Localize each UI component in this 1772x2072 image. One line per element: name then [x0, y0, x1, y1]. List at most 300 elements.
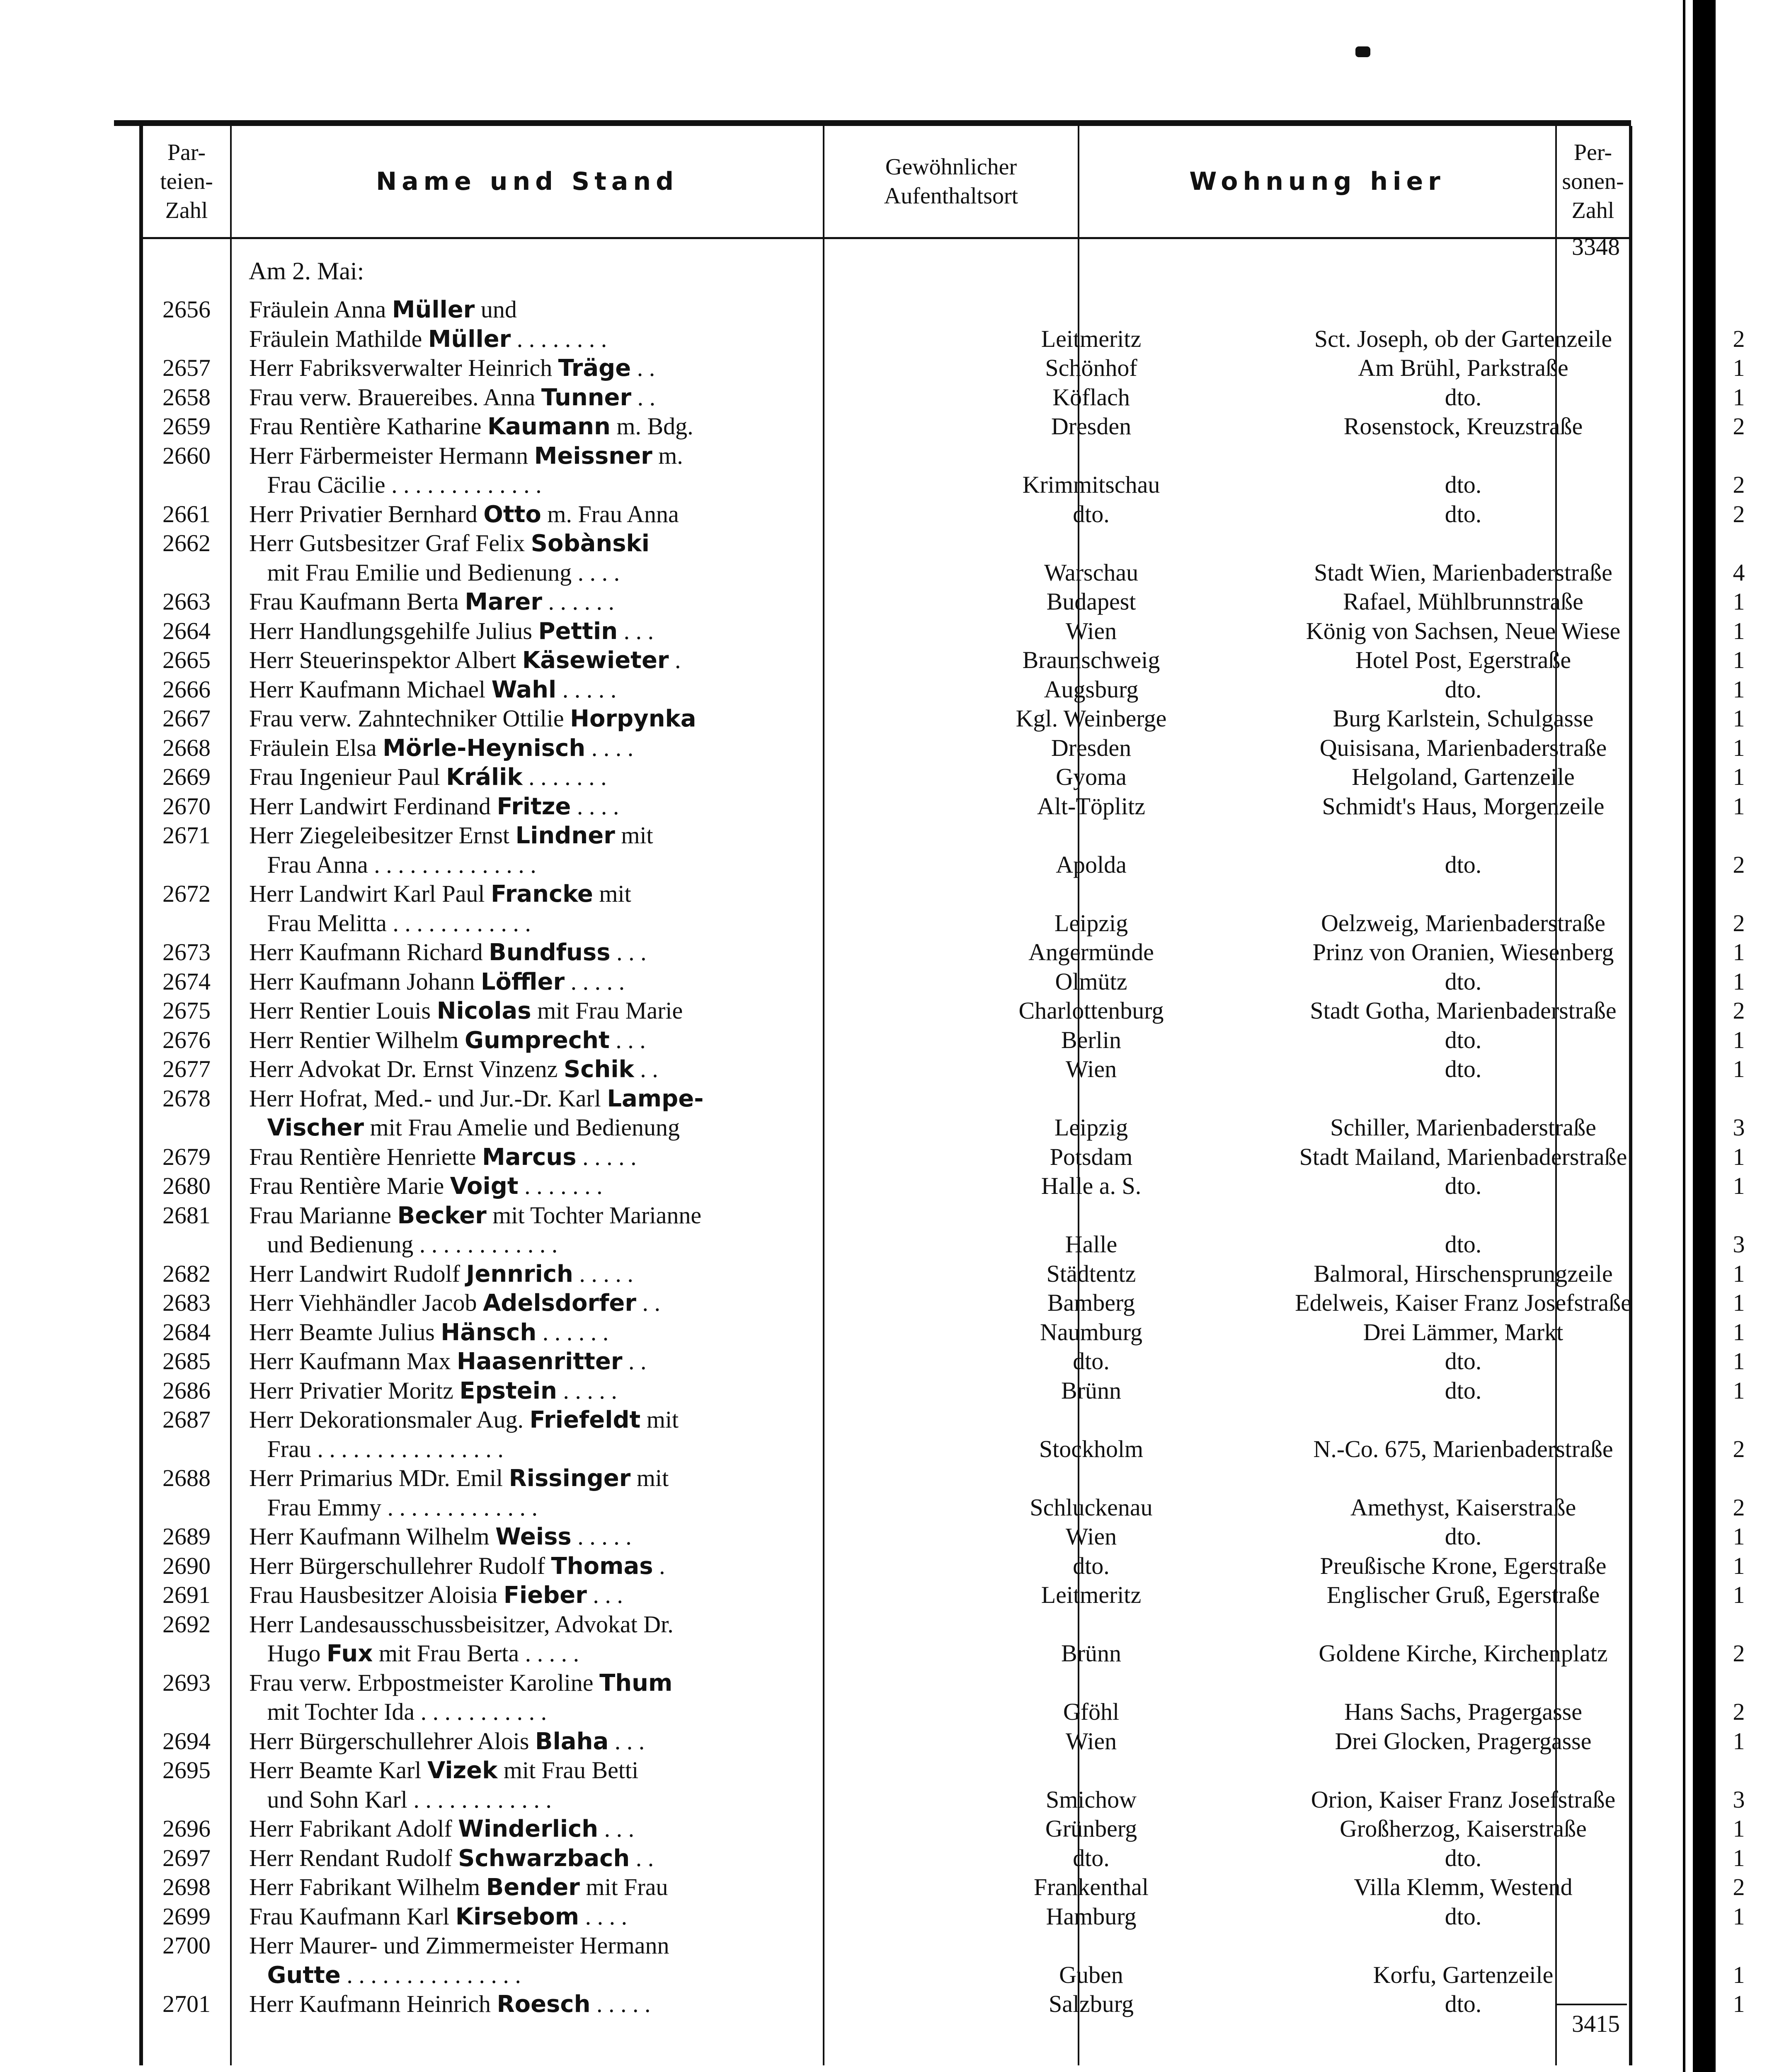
guest-name — [249, 1405, 950, 1435]
name-prefix: Frau Marianne — [249, 1201, 398, 1229]
table-row — [143, 879, 1629, 908]
party-number: 2659 — [162, 413, 211, 440]
surname: Fieber — [503, 1582, 587, 1609]
party-number: 2681 — [162, 1201, 211, 1229]
usual-residence: Hamburg — [1046, 1903, 1137, 1930]
name-prefix: mit Frau Emilie und Bedienung . . . . — [249, 559, 620, 586]
party-number: 2688 — [162, 1464, 211, 1491]
usual-residence: dto. — [1073, 1348, 1110, 1375]
guest-name — [249, 1697, 950, 1727]
name-suffix: . — [669, 646, 681, 673]
surname: Käsewieter — [522, 647, 669, 674]
carry-over-total: 3348 — [1572, 233, 1620, 260]
party-number: 2657 — [162, 354, 211, 381]
surname: Müller — [428, 325, 511, 353]
local-address: dto. — [1445, 851, 1482, 878]
persons-count: 1 — [1733, 1815, 1745, 1842]
name-prefix: Herr Landwirt Karl Paul — [249, 880, 491, 907]
persons-count: 1 — [1733, 1523, 1745, 1550]
local-address: Stadt Gotha, Marienbaderstraße — [1310, 997, 1617, 1024]
guest-name — [249, 996, 950, 1026]
local-address: Balmoral, Hirschensprungzeile — [1314, 1260, 1613, 1287]
local-address: Sct. Joseph, ob der Gartenzeile — [1314, 325, 1612, 352]
persons-count: 1 — [1733, 383, 1745, 411]
left-rule — [139, 126, 143, 2065]
persons-count: 1 — [1733, 1289, 1745, 1316]
usual-residence: dto. — [1073, 1552, 1110, 1579]
guest-name — [249, 733, 950, 763]
name-prefix: Herr Fabriksverwalter Heinrich — [249, 354, 558, 381]
table-row — [143, 1318, 1745, 1347]
persons-count: 2 — [1733, 1640, 1745, 1667]
usual-residence: Wien — [1065, 1523, 1117, 1550]
guest-name — [249, 412, 950, 441]
surname: Mörle-Heynisch — [383, 734, 586, 762]
usual-residence: Köflach — [1052, 383, 1130, 411]
party-number: 2691 — [162, 1581, 211, 1608]
surname: Weiss — [495, 1523, 572, 1550]
surname: Lampe- — [607, 1085, 704, 1112]
local-address: Hotel Post, Egerstraße — [1355, 646, 1571, 673]
usual-residence: Budapest — [1046, 588, 1136, 615]
persons-count: 1 — [1733, 1990, 1745, 2017]
name-prefix: Herr Landwirt Ferdinand — [249, 792, 497, 820]
guest-name — [249, 1727, 950, 1756]
guest-name — [249, 1084, 950, 1113]
name-prefix: Herr Fabrikant Adolf — [249, 1815, 458, 1842]
name-prefix: Frau verw. Erbpostmeister Karoline — [249, 1669, 600, 1696]
name-prefix: Herr Kaufmann Richard — [249, 939, 489, 966]
name-suffix: . . . . — [571, 792, 619, 820]
name-suffix: mit Frau Amelie und Bedienung — [364, 1114, 680, 1141]
party-number: 2690 — [162, 1552, 211, 1579]
usual-residence: Guben — [1059, 1961, 1123, 1988]
party-number: 2687 — [162, 1406, 211, 1433]
local-address: Prinz von Oranien, Wiesenberg — [1312, 939, 1614, 966]
usual-residence: Berlin — [1061, 1026, 1121, 1053]
local-address: dto. — [1445, 383, 1482, 411]
name-prefix: Herr Hofrat, Med.- und Jur.-Dr. Karl — [249, 1084, 607, 1112]
persons-count: 1 — [1733, 734, 1745, 761]
guest-name — [249, 1172, 950, 1201]
name-suffix: . . . . . . . — [522, 763, 607, 790]
name-prefix: Herr Viehhändler Jacob — [249, 1289, 483, 1316]
guest-name — [249, 762, 950, 792]
persons-count: 2 — [1733, 851, 1745, 878]
local-address: Stadt Wien, Marienbaderstraße — [1314, 559, 1612, 586]
usual-residence: Warschau — [1044, 559, 1139, 586]
party-number: 2663 — [162, 588, 211, 615]
table-row — [143, 1172, 1745, 1201]
guest-name — [249, 1639, 950, 1668]
party-number: 2675 — [162, 997, 211, 1024]
usual-residence: dto. — [1073, 500, 1110, 528]
guest-name — [249, 383, 950, 412]
name-suffix: mit Tochter Marianne — [486, 1201, 702, 1229]
surname: Francke — [491, 881, 593, 908]
usual-residence: Brünn — [1061, 1377, 1121, 1404]
surname: Thum — [599, 1669, 673, 1697]
usual-residence: Kgl. Weinberge — [1016, 705, 1167, 732]
usual-residence: Halle — [1065, 1231, 1117, 1258]
persons-count: 1 — [1733, 1552, 1745, 1579]
party-number: 2682 — [162, 1260, 211, 1287]
name-prefix: und Bedienung . . . . . . . . . . . . — [249, 1231, 558, 1258]
name-prefix: Frau Cäcilie . . . . . . . . . . . . . — [249, 471, 542, 498]
usual-residence: Gyoma — [1056, 763, 1127, 790]
name-prefix: Frau Anna . . . . . . . . . . . . . . — [249, 851, 536, 878]
name-suffix: m. Bdg. — [610, 413, 693, 440]
surname: Träge — [558, 355, 631, 382]
local-address: König von Sachsen, Neue Wiese — [1306, 617, 1621, 644]
local-address: Am Brühl, Parkstraße — [1358, 354, 1568, 381]
local-address: Preußische Krone, Egerstraße — [1320, 1552, 1607, 1579]
local-address: dto. — [1445, 471, 1482, 498]
name-suffix: . . . . . . — [536, 1318, 609, 1346]
table-row — [143, 1581, 1745, 1610]
guest-name — [249, 441, 950, 471]
surname: Haasenritter — [456, 1348, 623, 1375]
usual-residence: Leipzig — [1054, 1114, 1128, 1141]
local-address: Orion, Kaiser Franz Josefstraße — [1311, 1786, 1616, 1813]
surname: Kaumann — [487, 413, 611, 440]
persons-count: 2 — [1733, 1874, 1745, 1900]
table-row — [143, 967, 1745, 996]
guest-name — [249, 1581, 950, 1610]
table-row — [143, 1639, 1745, 1668]
surname: Králik — [446, 764, 523, 791]
surname: Bundfuss — [489, 939, 611, 966]
name-prefix: Herr Gutsbesitzer Graf Felix — [249, 530, 531, 557]
local-address: Oelzweig, Marienbaderstraße — [1321, 909, 1605, 937]
name-suffix: m. Frau Anna — [541, 500, 679, 528]
surname: Bender — [486, 1874, 580, 1901]
table-row — [143, 1288, 1745, 1317]
persons-count: 2 — [1733, 1698, 1745, 1725]
usual-residence: Brünn — [1061, 1640, 1121, 1667]
surname: Adelsdorfer — [482, 1290, 637, 1317]
persons-count: 1 — [1733, 1903, 1745, 1930]
party-number: 2698 — [162, 1874, 211, 1900]
party-number: 2701 — [162, 1990, 211, 2017]
name-suffix: . . — [630, 1844, 654, 1871]
persons-count: 1 — [1733, 1143, 1745, 1170]
party-number: 2686 — [162, 1377, 211, 1404]
name-prefix: Herr Fabrikant Wilhelm — [249, 1874, 486, 1900]
local-address: dto. — [1445, 500, 1482, 528]
table-row — [143, 792, 1745, 821]
header-number: Par- teien- Zahl — [160, 140, 213, 223]
usual-residence: Stockholm — [1039, 1435, 1144, 1462]
local-address: Edelweis, Kaiser Franz Josefstraße — [1295, 1289, 1631, 1316]
local-address: Hans Sachs, Pragergasse — [1344, 1698, 1582, 1725]
local-address: dto. — [1445, 1348, 1482, 1375]
guest-name — [249, 909, 950, 938]
surname: Blaha — [535, 1728, 609, 1755]
party-number: 2678 — [162, 1084, 211, 1112]
name-prefix: Fräulein Anna — [249, 296, 392, 323]
persons-count: 1 — [1733, 792, 1745, 820]
name-suffix: . . — [631, 354, 655, 381]
guest-name — [249, 1435, 950, 1464]
surname: Vizek — [427, 1757, 498, 1784]
persons-count: 1 — [1733, 939, 1745, 966]
persons-count: 1 — [1733, 968, 1745, 995]
table-row — [143, 1143, 1745, 1172]
usual-residence: Grünberg — [1045, 1815, 1137, 1842]
guest-name — [249, 1756, 950, 1785]
name-suffix: . . . . . — [556, 675, 617, 703]
guest-name — [249, 1347, 950, 1376]
guest-name — [249, 1814, 950, 1844]
guest-name — [249, 1259, 950, 1289]
surname: Becker — [397, 1202, 487, 1229]
guest-name — [249, 617, 950, 646]
surname: Schik — [563, 1056, 634, 1083]
guest-name — [249, 1902, 950, 1932]
name-prefix: Frau Rentière Henriette — [249, 1143, 482, 1170]
guest-name — [249, 558, 950, 588]
name-suffix: . . — [634, 1055, 658, 1082]
name-suffix: . . . . . — [573, 1260, 633, 1287]
name-prefix: Herr Bürgerschullehrer Rudolf — [249, 1552, 551, 1579]
local-address: Helgoland, Gartenzeile — [1352, 763, 1575, 790]
name-prefix: Frau . . . . . . . . . . . . . . . . — [249, 1435, 504, 1462]
usual-residence: Smichow — [1045, 1786, 1137, 1813]
name-prefix: Frau Hausbesitzer Aloisia — [249, 1581, 504, 1608]
table-row — [143, 1201, 1629, 1230]
local-address: Drei Lämmer, Markt — [1363, 1318, 1564, 1346]
table-row — [143, 1464, 1629, 1493]
usual-residence: Augsburg — [1044, 675, 1139, 703]
guest-name — [249, 1961, 950, 1990]
name-suffix: . . — [622, 1348, 647, 1375]
surname: Vischer — [267, 1114, 364, 1141]
local-address: Englischer Gruß, Egerstraße — [1326, 1581, 1600, 1608]
local-address: dto. — [1445, 1990, 1482, 2017]
usual-residence: Dresden — [1051, 413, 1132, 440]
table-row — [143, 1493, 1745, 1522]
party-number: 2693 — [162, 1669, 211, 1696]
party-number: 2685 — [162, 1348, 211, 1375]
guest-name — [249, 1610, 950, 1639]
name-suffix: . . . — [618, 617, 654, 644]
usual-residence: Schluckenau — [1030, 1493, 1153, 1521]
table-row — [143, 1931, 1629, 1960]
persons-count: 1 — [1733, 763, 1745, 790]
guest-name — [249, 470, 950, 500]
persons-count: 3 — [1733, 1231, 1745, 1258]
table-row — [143, 500, 1745, 529]
surname: Winderlich — [458, 1815, 599, 1842]
table-row — [143, 821, 1629, 850]
name-prefix: Herr Dekorationsmaler Aug. — [249, 1406, 530, 1433]
local-address: dto. — [1445, 1055, 1482, 1082]
persons-count: 1 — [1733, 1172, 1745, 1199]
party-number: 2677 — [162, 1055, 211, 1082]
guest-name — [249, 1230, 950, 1259]
persons-count: 2 — [1733, 1435, 1745, 1462]
persons-count: 1 — [1733, 617, 1745, 644]
name-suffix: . . . . . — [590, 1990, 651, 2017]
guest-name — [249, 1376, 950, 1406]
guest-name — [249, 1990, 950, 2019]
surname: Nicolas — [436, 997, 531, 1024]
usual-residence: Wien — [1065, 617, 1117, 644]
table-row — [143, 675, 1745, 704]
guest-name — [249, 821, 950, 850]
name-suffix: mit — [593, 880, 631, 907]
surname: Löffler — [480, 968, 565, 995]
name-suffix: mit Frau Marie — [531, 997, 683, 1024]
name-prefix: Frau verw. Brauereibes. Anna — [249, 383, 541, 411]
name-suffix: . . . . — [579, 1903, 628, 1930]
usual-residence: Dresden — [1051, 734, 1132, 761]
name-suffix: . . . — [609, 1026, 646, 1053]
party-number: 2669 — [162, 763, 211, 790]
name-suffix: . . . . . — [557, 1377, 617, 1404]
surname: Meissner — [534, 442, 652, 470]
usual-residence: Potsdam — [1050, 1143, 1133, 1170]
table-row — [143, 1522, 1745, 1551]
name-suffix: mit Frau Betti — [497, 1757, 639, 1784]
name-prefix: Herr Handlungsgehilfe Julius — [249, 617, 538, 644]
guest-name — [249, 646, 950, 675]
usual-residence: Krimmitschau — [1022, 471, 1160, 498]
name-prefix: Fräulein Mathilde — [249, 325, 428, 352]
name-prefix: Herr Rendant Rudolf — [249, 1844, 458, 1871]
usual-residence: Leitmeritz — [1041, 1581, 1142, 1608]
name-prefix: Herr Beamte Julius — [249, 1318, 441, 1346]
persons-count: 2 — [1733, 413, 1745, 440]
party-number: 2676 — [162, 1026, 211, 1053]
name-prefix: Frau Emmy . . . . . . . . . . . . . — [249, 1493, 538, 1521]
guest-name — [249, 792, 950, 821]
table-row — [143, 353, 1745, 382]
name-suffix: . — [653, 1552, 665, 1579]
name-suffix: . . . . . — [576, 1143, 637, 1170]
local-address: dto. — [1445, 1903, 1482, 1930]
name-suffix: . . — [636, 1289, 661, 1316]
surname: Wahl — [491, 676, 557, 703]
guest-name — [249, 1026, 950, 1055]
surname: Fritze — [497, 793, 571, 820]
name-prefix: Herr Maurer- und Zimmermeister Hermann — [249, 1932, 669, 1959]
guest-name — [249, 353, 950, 383]
persons-count: 1 — [1733, 646, 1745, 673]
name-prefix: Frau Kaufmann Berta — [249, 588, 465, 615]
name-prefix: Frau Kaufmann Karl — [249, 1903, 456, 1930]
table-row — [143, 470, 1745, 499]
name-prefix: Herr Landesausschussbeisitzer, Advokat Dr. — [249, 1610, 674, 1638]
party-number: 2700 — [162, 1932, 211, 1959]
usual-residence: Bamberg — [1047, 1289, 1135, 1316]
local-address: Drei Glocken, Pragergasse — [1335, 1727, 1592, 1755]
table-row — [143, 1084, 1629, 1113]
usual-residence: Gföhl — [1063, 1698, 1120, 1725]
surname: Roesch — [497, 1991, 591, 2018]
party-number: 2671 — [162, 822, 211, 849]
surname: Sobànski — [531, 530, 650, 557]
guest-name — [249, 1143, 950, 1172]
usual-residence: Apolda — [1056, 851, 1127, 878]
table-row — [143, 1668, 1629, 1697]
persons-count: 3 — [1733, 1114, 1745, 1141]
surname: Marcus — [482, 1143, 577, 1171]
table-row — [143, 529, 1629, 558]
name-suffix: und — [475, 296, 517, 323]
guest-name — [249, 1931, 950, 1961]
local-address: Korfu, Gartenzeile — [1373, 1961, 1554, 1988]
surname: Marer — [465, 588, 542, 615]
guest-name — [249, 1873, 950, 1902]
table-row — [143, 1113, 1745, 1142]
local-address: Villa Klemm, Westend — [1354, 1874, 1573, 1900]
guest-name — [249, 1844, 950, 1873]
table-row — [143, 938, 1745, 967]
persons-count: 1 — [1733, 1318, 1745, 1346]
party-number: 2697 — [162, 1844, 211, 1871]
top-rule — [114, 120, 1631, 126]
header-address: Wohnung hier — [1189, 167, 1445, 196]
name-suffix: . . . — [610, 939, 647, 966]
surname: Lindner — [515, 822, 615, 849]
guest-name — [249, 1493, 950, 1523]
party-number: 2692 — [162, 1610, 211, 1638]
local-address: dto. — [1445, 1026, 1482, 1053]
guest-name — [249, 675, 950, 704]
guest-name — [249, 1318, 950, 1347]
guest-name — [249, 1552, 950, 1581]
ink-mark — [1355, 46, 1370, 57]
name-prefix: Herr Advokat Dr. Ernst Vinzenz — [249, 1055, 564, 1082]
party-number: 2660 — [162, 442, 211, 469]
table-row — [143, 1844, 1745, 1873]
persons-count: 3 — [1733, 1786, 1745, 1813]
local-address: Quisisana, Marienbaderstraße — [1319, 734, 1607, 761]
name-suffix: mit — [630, 1464, 669, 1491]
local-address: Goldene Kirche, Kirchenplatz — [1319, 1640, 1608, 1667]
party-number: 2689 — [162, 1523, 211, 1550]
name-prefix: Herr Kaufmann Michael — [249, 675, 492, 703]
party-number: 2662 — [162, 530, 211, 557]
persons-count: 4 — [1733, 559, 1745, 586]
name-prefix: Herr Steuerinspektor Albert — [249, 646, 522, 673]
local-address: dto. — [1445, 1844, 1482, 1871]
date-heading: Am 2. Mai: — [249, 257, 364, 285]
persons-count: 1 — [1733, 1581, 1745, 1608]
name-prefix — [249, 1114, 267, 1141]
name-prefix: Frau Melitta . . . . . . . . . . . . — [249, 909, 531, 937]
table-row — [143, 1230, 1745, 1259]
table-row — [143, 1026, 1745, 1055]
surname: Thomas — [551, 1552, 653, 1580]
name-prefix: Frau verw. Zahntechniker Ottilie — [249, 705, 570, 732]
name-prefix: Herr Kaufmann Johann — [249, 968, 481, 995]
name-prefix: Herr Beamte Karl — [249, 1757, 427, 1784]
usual-residence: Alt-Töplitz — [1037, 792, 1145, 820]
surname: Kirsebom — [455, 1903, 579, 1930]
party-number: 2672 — [162, 880, 211, 907]
usual-residence: Salzburg — [1048, 1990, 1134, 2017]
name-prefix: Herr Bürgerschullehrer Alois — [249, 1727, 535, 1755]
usual-residence: Angermünde — [1028, 939, 1154, 966]
usual-residence: Städtentz — [1046, 1260, 1136, 1287]
local-address: dto. — [1445, 1231, 1482, 1258]
table-row — [143, 1902, 1745, 1931]
name-prefix: Herr Rentier Wilhelm — [249, 1026, 465, 1053]
name-prefix: Fräulein Elsa — [249, 734, 383, 761]
